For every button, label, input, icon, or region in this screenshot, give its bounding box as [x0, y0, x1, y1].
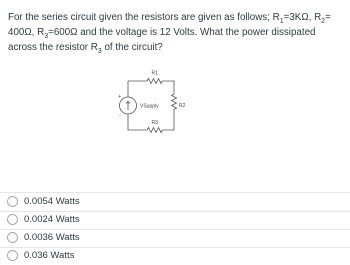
question-part: of the circuit?: [101, 42, 163, 53]
subscript: 3: [44, 32, 49, 40]
subscript: 3: [97, 47, 102, 55]
question-part: For the series circuit given the resistors are given as follows; R: [8, 12, 280, 23]
circuit-diagram: [116, 66, 196, 154]
question-text: [8, 10, 342, 55]
minus-sign: -: [119, 113, 121, 119]
radio-button[interactable]: [7, 232, 18, 243]
question-part: = 400Ω, R: [8, 12, 331, 38]
question-part: =3KΩ, R: [283, 12, 322, 23]
source-label: VSupply: [140, 103, 159, 110]
subscript: 1: [279, 17, 284, 25]
radio-button[interactable]: [7, 214, 18, 225]
r3-resistor: [147, 128, 163, 133]
answer-option-4[interactable]: [0, 247, 350, 265]
answer-label: 0.0024 Watts: [24, 214, 80, 225]
wire-right: [163, 110, 175, 131]
r3-label: R3: [151, 120, 158, 126]
r1-resistor: [147, 79, 163, 84]
answer-option-3[interactable]: [0, 229, 350, 247]
answer-label: 0.0036 Watts: [24, 232, 80, 243]
plus-sign: +: [118, 94, 122, 100]
answer-label: 0.0054 Watts: [24, 196, 80, 207]
wire-top-right: [163, 81, 175, 94]
r1-label: R1: [151, 70, 158, 77]
radio-button[interactable]: [7, 250, 18, 261]
radio-button[interactable]: [7, 196, 18, 207]
answer-label: 0.036 Watts: [24, 250, 75, 261]
r2-resistor: [172, 94, 177, 110]
subscript: 2: [321, 17, 326, 25]
question-part: =600Ω and the voltage is 12 Volts. What the power dissipated across the resistor R: [8, 27, 316, 53]
r2-label: R2: [179, 103, 186, 109]
answer-option-1[interactable]: [0, 193, 350, 211]
wire-bottom: [128, 114, 147, 130]
answer-option-2[interactable]: [0, 211, 350, 229]
